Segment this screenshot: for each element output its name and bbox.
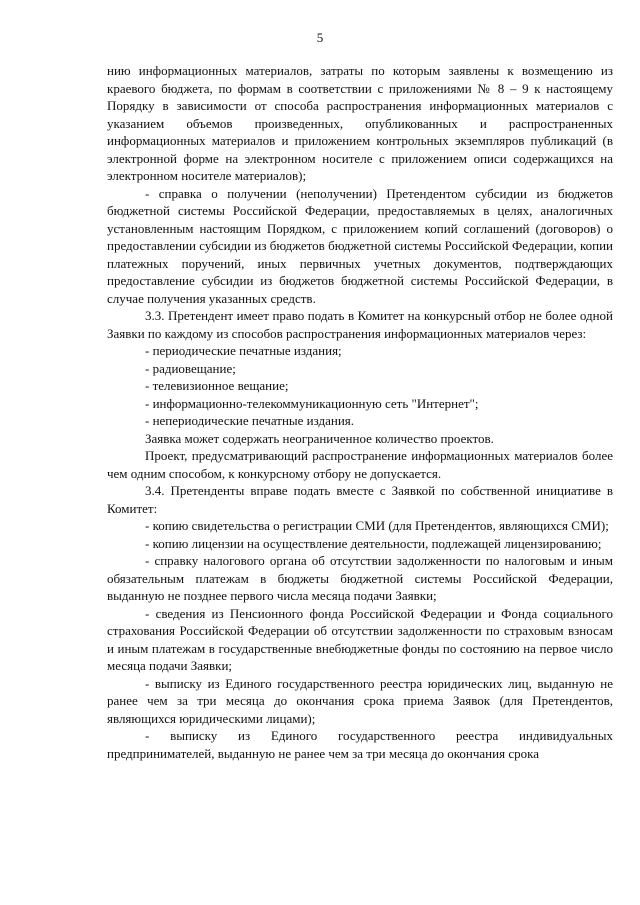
list-item: - справку налогового органа об отсутствии задолженности по налоговым и иным обязательным платежам в бюджеты бюджетной системы Российской Федерации, выданную не позднее первого числа месяца подачи Заявки; <box>107 553 613 603</box>
page-number: 5 <box>316 30 324 45</box>
list-item: - информационно-телекоммуникационную сеть "Интернет"; <box>145 395 479 411</box>
list-item: - периодические печатные издания; <box>145 343 342 358</box>
list-item: - радиовещание; <box>145 360 236 376</box>
document-body <box>107 62 613 762</box>
list-item: - выписку из Единого государственного реестра индивидуальных предпринимателей, выданную не ранее чем за три месяца до окончания срока <box>107 728 613 761</box>
list-item: - копию свидетельства о регистрации СМИ (для Претендентов, являющихся СМИ); <box>145 518 609 533</box>
list-item: - выписку из Единого государственного реестра юридических лиц, выданную не ранее чем за три месяца до окончания срока приема Заявок (для Претендентов, являющихся юридическими лицами); <box>107 675 613 726</box>
paragraph: 3.4. Претенденты вправе подать вместе с Заявкой по собственной инициативе в Комитет: <box>107 483 613 516</box>
list-item: - копию лицензии на осуществление деятельности, подлежащей лицензированию; <box>145 535 602 551</box>
paragraph: - справка о получении (неполучении) Претендентом субсидии из бюджетов бюджетной системы Российской Федерации, предоставляемых в целях, аналогичных установленным настоящим Порядком, с приложением копий соглашений (договоров) о предоставлении субсидии из бюджетов бюджетной системы Российской Федерации, копии платежных поручений, иных первичных учетных документов, подтверждающих предоставление субсидии из бюджетов бюджетной системы Российской Федерации, в случае получения указанных средств. <box>107 185 613 306</box>
paragraph: Заявка может содержать неограниченное количество проектов. <box>145 430 494 446</box>
paragraph: Проект, предусматривающий распространение информационных материалов более чем одним способом, к конкурсному отбору не допускается. <box>107 448 613 481</box>
paragraph: 3.3. Претендент имеет право подать в Комитет на конкурсный отбор не более одной Заявки по каждому из способов распространения информационных материалов через: <box>107 308 613 341</box>
list-item: - сведения из Пенсионного фонда Российской Федерации и Фонда социального страхования Российской Федерации об отсутствии задолженности по страховым взносам и иным платежам в государственные внебюджетные фонды по состоянию на первое число месяца подачи Заявки; <box>107 605 613 673</box>
list-item: - телевизионное вещание; <box>145 378 289 393</box>
paragraph: нию информационных материалов, затраты по которым заявлены к возмещению из краевого бюджета, по формам в соответствии с приложениями № 8 – 9 к настоящему Порядку в зависимости от способа распространения информационных материалов с указанием объемов произведенных, опубликованных и распространенных информационных материалов и приложением контрольных экземпляров публикаций (в электронной форме на электронном носителе с приложением описи содержащихся на электронном носителе материалов); <box>107 63 613 183</box>
list-item: - непериодические печатные издания. <box>145 413 355 428</box>
